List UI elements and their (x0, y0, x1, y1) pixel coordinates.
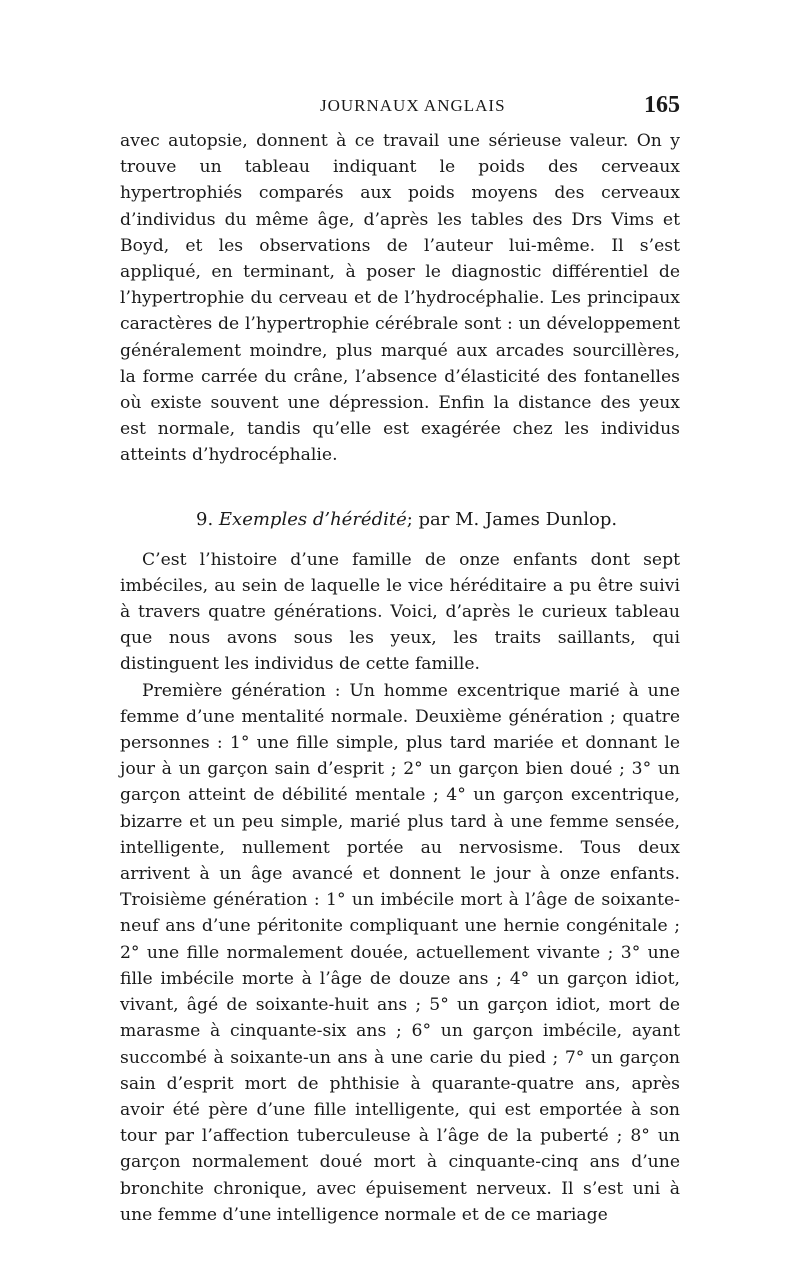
section-title: Exemples d’hérédité (218, 508, 407, 530)
section-author: ; par M. James Dunlop. (406, 508, 618, 530)
paragraph-generations: Première génération : Un homme excentrique marié à une femme d’une mentalité normale. Deuxième génération ; quatre personnes : 1° une fille simple, plus tard mariée et donnant le jour à un garçon sain d’esprit ; 2° un garçon bien doué ; 3° un garçon atteint de débilité mentale ; 4° un garçon excentrique, bizarre et un peu simple, marié plus tard à une femme sensée, intelligente, nullement portée au nervosisme. Tous deux arrivent à un âge avancé et donnent le jour à onze enfants. Troisième génération : 1° un imbécile mort à l’âge de soixante-neuf ans d’une péritonite compliquant une hernie congénitale ; 2° une fille normalement douée, actuellement vivante ; 3° une fille imbécile morte à l’âge de douze ans ; 4° un garçon idiot, vivant, âgé de soixante-huit ans ; 5° un garçon idiot, mort de marasme à cinquante-six ans ; 6° un garçon imbécile, ayant succombé à soixante-un ans à une carie du pied ; 7° un garçon sain d’esprit mort de phthisie à quarante-quatre ans, après avoir été père d’une fille intelligente, qui est emportée à son tour par l’affection tuberculeuse à l’âge de la puberté ; 8° un garçon normalement doué mort à cinquante-cinq ans d’une bronchite chronique, avec épuisement nerveux. Il s’est uni à une femme d’une intelligence normale et de ce mariage (120, 680, 680, 1225)
paragraph-autopsy: avec autopsie, donnent à ce travail une sérieuse valeur. On y trouve un tableau indiquant le poids des cerveaux hypertrophiés comparés aux poids moyens des cerveaux d’individus du même âge, d’après les tables des Drs Vims et Boyd, et les observations de l’auteur lui-même. Il s’est appliqué, en terminant, à poser le diagnostic différentiel de l’hypertrophie du cerveau et de l’hydrocéphalie. Les principaux caractères de l’hypertrophie cérébrale sont : un développement généralement moindre, plus marqué aux arcades sourcillères, la forme carrée du crâne, l’absence d’élasticité des fontanelles où existe souvent une dépression. Enfin la distance des yeux est normale, tandis qu’elle est exagérée chez les individus atteints d’hydrocéphalie. (120, 131, 680, 466)
running-head (120, 92, 680, 126)
section-number: 9. (196, 508, 214, 530)
running-title: JOURNAUX ANGLAIS (320, 96, 506, 115)
paragraph-family-history: C’est l’histoire d’une famille de onze enfants dont sept imbéciles, au sein de laquelle le vice héréditaire a pu être suivi à travers quatre générations. Voici, d’après le curieux tableau que nous avons sous les yeux, les traits saillants, qui distinguent les individus de cette famille. (120, 549, 680, 675)
section-heading (120, 505, 680, 535)
body-text (120, 128, 680, 1228)
page-number: 165 (644, 92, 680, 118)
